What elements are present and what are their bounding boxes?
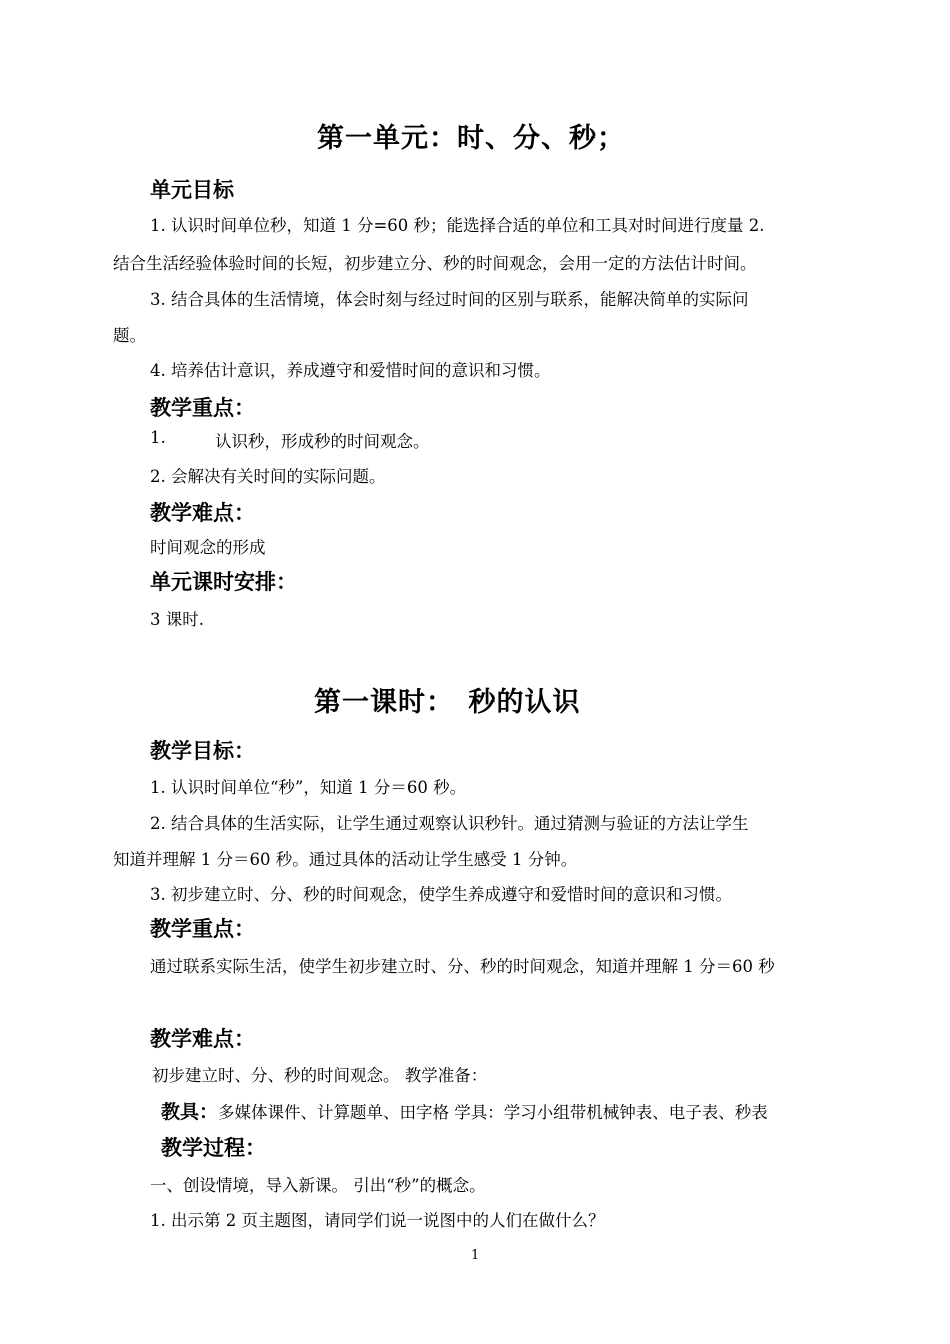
unit-difficulties-text: 时间观念的形成: [150, 538, 266, 557]
lesson-process-heading: 教学过程：: [161, 1136, 266, 1160]
unit-difficulties-heading: 教学难点：: [150, 501, 255, 525]
lesson-difficulties-text: 初步建立时、分、秒的时间观念。 教学准备：: [152, 1066, 488, 1085]
unit-schedule-heading: 单元课时安排：: [150, 570, 297, 594]
unit-goals-line: 3. 结合具体的生活情境，体会时刻与经过时间的区别与联系，能解决简单的实际问: [150, 290, 749, 309]
lesson-process-line: 一、创设情境，导入新课。 引出“秒”的概念。: [150, 1176, 486, 1195]
lesson-tools-label: 教具：: [161, 1101, 219, 1123]
lesson-tools-line: [161, 1097, 768, 1124]
unit-key-points-heading: 教学重点：: [150, 396, 255, 420]
lesson-objective-line: 3. 初步建立时、分、秒的时间观念，使学生养成遵守和爱惜时间的意识和习惯。: [150, 885, 732, 904]
page-number: 1: [471, 1248, 480, 1263]
lesson-difficulties-heading: 教学难点：: [150, 1027, 255, 1051]
lesson-tools-text: 多媒体课件、计算题单、田字格 学具：学习小组带机械钟表、电子表、秒表: [218, 1103, 768, 1122]
lesson-objective-line: 知道并理解 1 分＝60 秒。通过具体的活动让学生感受 1 分钟。: [113, 850, 578, 869]
unit-goals-line: 题。: [113, 326, 146, 345]
unit-goals-line: 1. 认识时间单位秒，知道 1 分=60 秒；能选择合适的单位和工具对时间进行度量 2.: [150, 216, 765, 235]
lesson-title: 第一课时： 秒的认识: [314, 687, 581, 718]
unit-key-point-number: 1.: [150, 428, 166, 447]
unit-goals-line: 4. 培养估计意识，养成遵守和爱惜时间的意识和习惯。: [150, 361, 551, 380]
lesson-objectives-heading: 教学目标：: [150, 739, 255, 763]
unit-goals-heading: 单元目标: [150, 178, 234, 202]
lesson-objective-line: 2. 结合具体的生活实际，让学生通过观察认识秒针。通过猜测与验证的方法让学生: [150, 814, 749, 833]
unit-schedule-text: 3 课时.: [150, 610, 204, 629]
unit-goals-line: 结合生活经验体验时间的长短，初步建立分、秒的时间观念，会用一定的方法估计时间。: [113, 254, 757, 273]
unit-key-point-item: 2. 会解决有关时间的实际问题。: [150, 467, 386, 486]
unit-key-point-text: 认识秒，形成秒的时间观念。: [215, 432, 430, 451]
lesson-key-points-heading: 教学重点：: [150, 917, 255, 941]
lesson-process-line: 1. 出示第 2 页主题图，请同学们说一说图中的人们在做什么？: [150, 1211, 605, 1230]
lesson-objective-line: 1. 认识时间单位“秒”，知道 1 分＝60 秒。: [150, 778, 467, 797]
unit-title: 第一单元：时、分、秒；: [317, 123, 625, 154]
lesson-key-points-text: 通过联系实际生活，使学生初步建立时、分、秒的时间观念，知道并理解 1 分＝60 秒: [150, 957, 775, 976]
